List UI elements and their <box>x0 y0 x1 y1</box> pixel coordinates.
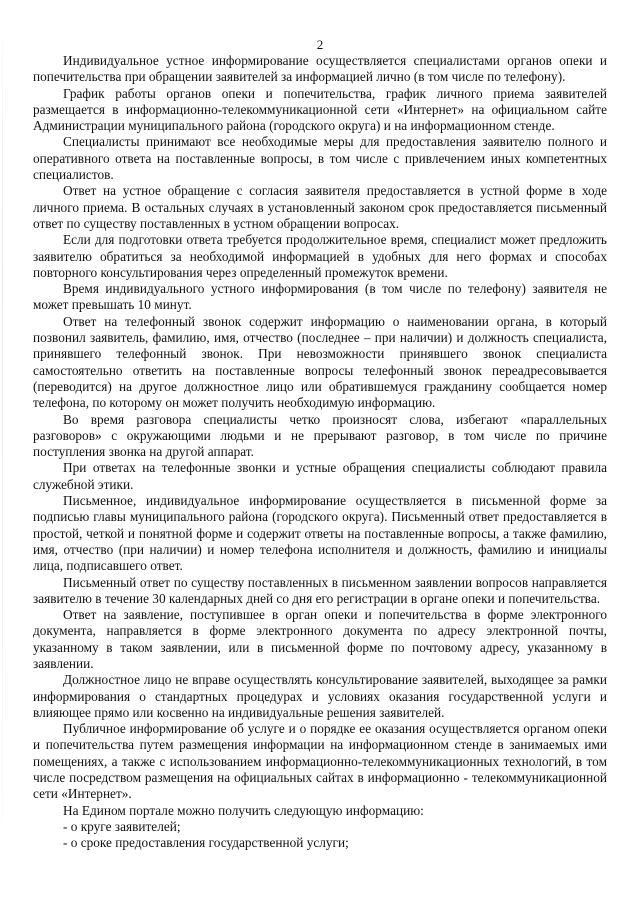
paragraph: Ответ на устное обращение с согласия заявителя предоставляется в устной форме в ходе личного приема. В остальных случаях в установленный законом срок предоставляется письменный ответ по существу поставленных в устном обращении вопросах. <box>33 183 607 231</box>
scan-edge-shadow <box>2 0 3 905</box>
paragraph: Во время разговора специалисты четко произносят слова, избегают «параллельных разговоров» с окружающими людьми и не прерывают разговор, в том числе по причине поступления звонка на другой аппарат. <box>33 411 607 460</box>
page-number: 2 <box>316 37 324 52</box>
paragraph: График работы органов опеки и попечительства, график личного приема заявителей размещается в информационно-телекоммуникационной сети «Интернет» на официальном сайте Администрации муниципального района (городского округа) и на информационном стенде. <box>33 85 607 134</box>
document-body <box>33 53 607 852</box>
list-item: - о круге заявителей; <box>63 818 181 834</box>
paragraph: При ответах на телефонные звонки и устные обращения специалисты соблюдают правила служебной этики. <box>33 460 607 492</box>
paragraph: Должностное лицо не вправе осуществлять консультирование заявителей, выходящее за рамки информирования о стандартных процедурах и условиях оказания государственной услуги и влияющее прямо или косвенно на индивидуальные решения заявителей. <box>33 672 607 720</box>
paragraph: Ответ на телефонный звонок содержит информацию о наименовании органа, в который позвонил заявитель, фамилию, имя, отчество (последнее – при наличии) и должность специалиста, принявшего телефонный звонок. При невозможности принявшего звонок специалиста самостоятельно ответить на поставленные вопросы телефонный звонок переадресовывается (переводится) на другое должностное лицо или обратившемуся гражданину сообщается номер телефона, по которому он может получить необходимую информацию. <box>33 313 607 411</box>
list-item: - о сроке предоставления государственной услуги; <box>63 835 349 851</box>
paragraph: Время индивидуального устного информирования (в том числе по телефону) заявителя не может превышать 10 минут. <box>33 281 607 313</box>
paragraph: Письменное, индивидуальное информирование осуществляется в письменной форме за подписью главы муниципального района (городского округа). Письменный ответ предоставляется в простой, четкой и понятной форме и содержит ответы на поставленные вопросы, а также фамилию, имя, отчество (при наличии) и номер телефона исполнителя и должность, фамилию и инициалы лица, подписавшего ответ. <box>33 493 607 574</box>
paragraph: Письменный ответ по существу поставленных в письменном заявлении вопросов направляется заявителю в течение 30 календарных дней со дня его регистрации в органе опеки и попечительства. <box>33 574 607 606</box>
paragraph: Публичное информирование об услуге и о порядке ее оказания осуществляется органом опеки и попечительства путем размещения информации на информационном стенде в занимаемых ими помещениях, а также с использованием информационно-телекоммуникационных технологий, в том числе посредством размещения на официальных сайтах в информационно - телекоммуникационной сети «Интернет». <box>33 721 607 802</box>
paragraph: Специалисты принимают все необходимые меры для предоставления заявителю полного и оперативного ответа на поставленные вопросы, в том числе с привлечением иных компетентных специалистов. <box>33 134 607 183</box>
paragraph: Если для подготовки ответа требуется продолжительное время, специалист может предложить заявителю обратиться за необходимой информацией в удобных для него формах и способах повторного консультирования через определенный промежуток времени. <box>33 232 607 280</box>
paragraph: На Едином портале можно получить следующую информацию: <box>63 802 424 818</box>
paragraph: Ответ на заявление, поступившее в орган опеки и попечительства в форме электронного документа, направляется в форме электронного документа по адресу электронной почты, указанному в таком заявлении, или в письменной форме по почтовому адресу, указанному в заявлении. <box>33 607 607 671</box>
paragraph: Индивидуальное устное информирование осуществляется специалистами органов опеки и попечительства при обращении заявителей за информацией лично (в том числе по телефону). <box>33 53 607 85</box>
